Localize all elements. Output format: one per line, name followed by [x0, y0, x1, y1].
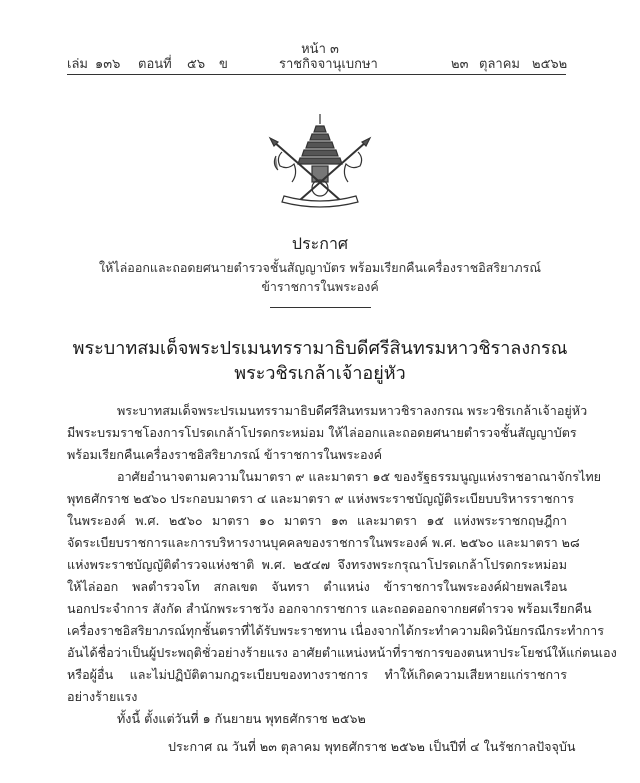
- volume-number: ๑๓๖: [95, 57, 121, 72]
- body-line: มีพระบรมราชโองการโปรดเกล้าโปรดกระหม่อม ให้ไล่ออกและถอดยศนายตำรวจชั้นสัญญาบัตร: [67, 425, 577, 440]
- king-name-line-2: พระวชิรเกล้าเจ้าอยู่หัว: [234, 363, 406, 384]
- issue-label: ตอนที่: [138, 57, 172, 72]
- proclamation-date: ประกาศ ณ วันที่ ๒๓ ตุลาคม พุทธศักราช ๒๕๖๒ เป็นปีที่ ๔ ในรัชกาลปัจจุบัน: [168, 739, 576, 754]
- section-letter: ข: [219, 57, 228, 72]
- date-year: ๒๕๖๒: [532, 57, 568, 72]
- royal-emblem-icon: [268, 112, 372, 212]
- body-line: พร้อมเรียกคืนเครื่องราชอิสริยาภรณ์ ข้าราชการในพระองค์: [67, 447, 383, 462]
- body-line: อาศัยอำนาจตามความในมาตรา ๙ และมาตรา ๑๕ ของรัฐธรรมนูญแห่งราชอาณาจักรไทย: [117, 469, 602, 484]
- gazette-header: [67, 53, 566, 73]
- body-line: นอกประจำการ สังกัด สำนักพระราชวัง ออกจากราชการ และถอดออกจากยศตำรวจ พร้อมเรียกคืน: [67, 601, 592, 616]
- publication-name: ราชกิจจานุเบกษา: [279, 57, 378, 72]
- body-line: อย่างร้ายแรง: [67, 689, 138, 704]
- date-day: ๒๓: [451, 57, 469, 72]
- date-month: ตุลาคม: [479, 57, 520, 72]
- body-line: จัดระเบียบราชการและการบริหารงานบุคคลของราชการในพระองค์ พ.ศ. ๒๕๖๐ และมาตรา ๒๘: [67, 535, 580, 550]
- title-divider: [270, 307, 371, 308]
- header-divider: [67, 74, 566, 75]
- announcement-title: ประกาศ: [291, 234, 349, 253]
- body-line: พุทธศักราช ๒๕๖๐ ประกอบมาตรา ๔ และมาตรา ๙ แห่งพระราชบัญญัติระเบียบบริหารราชการ: [67, 491, 575, 506]
- volume-label: เล่ม: [67, 57, 88, 72]
- body-line: พระบาทสมเด็จพระปรเมนทรรามาธิบดีศรีสินทรมหาวชิราลงกรณ พระวชิรเกล้าเจ้าอยู่หัว: [117, 403, 588, 418]
- body-line: ในพระองค์ พ.ศ. ๒๕๖๐ มาตรา ๑๐ มาตรา ๑๓ และมาตรา ๑๕ แห่งพระราชกฤษฎีกา: [67, 513, 567, 528]
- body-line: อันได้ชื่อว่าเป็นผู้ประพฤติชั่วอย่างร้ายแรง อาศัยตำแหน่งหน้าที่ราชการของตนหาประโยชน์ให้แก่ตนเอง: [67, 645, 617, 660]
- body-line: แห่งพระราชบัญญัติตำรวจแห่งชาติ พ.ศ. ๒๕๔๗ จึงทรงพระกรุณาโปรดเกล้าโปรดกระหม่อม: [67, 557, 567, 572]
- body-line: หรือผู้อื่น และไม่ปฏิบัติตามกฎระเบียบของทางราชการ ทำให้เกิดความเสียหายแก่ราชการ: [67, 667, 567, 682]
- announcement-subtitle: ให้ไล่ออกและถอดยศนายตำรวจชั้นสัญญาบัตร พร้อมเรียกคืนเครื่องราชอิสริยาภรณ์: [99, 260, 541, 275]
- page-number: หน้า ๓: [301, 42, 339, 57]
- body-line: ให้ไล่ออก พลตำรวจโท สกลเขต จันทรา ตำแหน่ง ข้าราชการในพระองค์ฝ่ายพลเรือน: [67, 579, 567, 594]
- king-name-line-1: พระบาทสมเด็จพระปรเมนทรรามาธิบดีศรีสินทรมหาวชิราลงกรณ: [72, 338, 568, 359]
- issue-number: ๕๖: [187, 57, 206, 72]
- announcement-subtitle-2: ข้าราชการในพระองค์: [261, 279, 379, 294]
- effective-date: ทั้งนี้ ตั้งแต่วันที่ ๑ กันยายน พุทธศักราช ๒๕๖๒: [117, 711, 366, 726]
- body-line: เครื่องราชอิสริยาภรณ์ทุกชั้นตราที่ได้รับพระราชทาน เนื่องจากได้กระทำความผิดวินัยกรณีกระทำการ: [67, 623, 604, 638]
